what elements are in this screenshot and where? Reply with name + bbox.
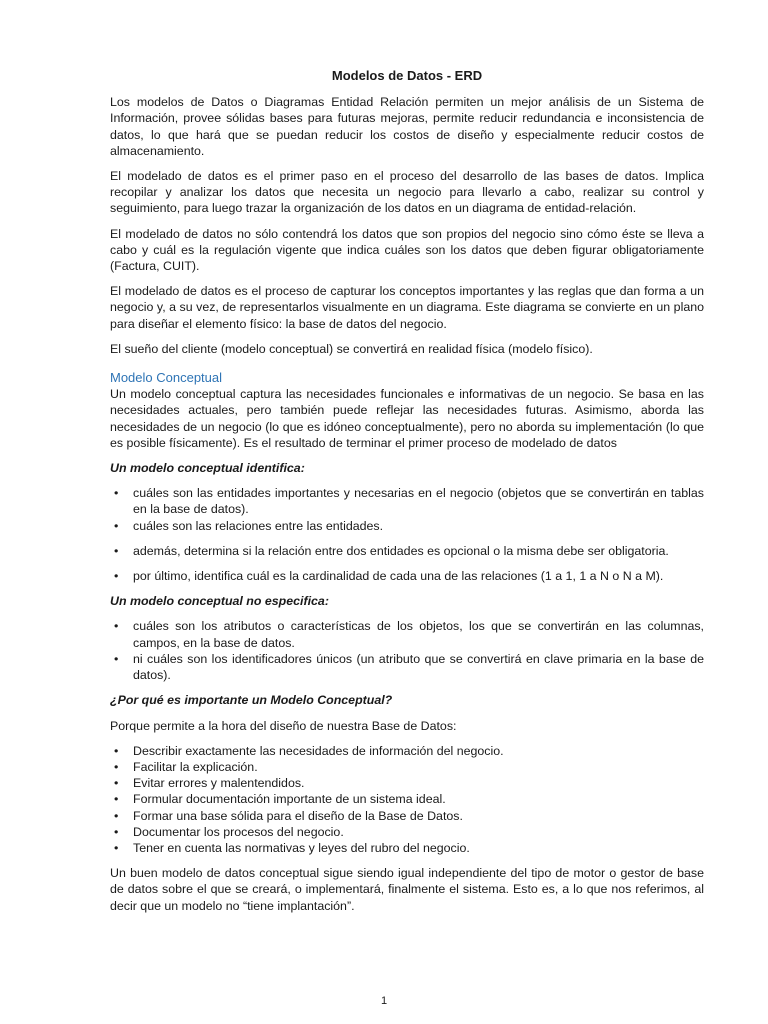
intro-paragraph-2: El modelado de datos es el primer paso en el proceso del desarrollo de las bases de datos. Implica recopilar y analizar los datos que necesita un negocio para llevarlo a cabo, realizar su control y seguimiento, para luego trazar la organización de los datos en un diagrama de entidad-relación. xyxy=(110,169,704,216)
list-item: • cuáles son las entidades importantes y necesarias en el negocio (objetos que se convertirán en tablas en la base de datos). xyxy=(110,485,704,517)
closing-paragraph: Un buen modelo de datos conceptual sigue siendo igual independiente del tipo de motor o gestor de base de datos sobre el que se creará, o implementará, finalmente el sistema. Esto es, a lo que nos referimos, al decir que un modelo no “tiene implantación”. xyxy=(110,866,704,913)
document-title: Modelos de Datos - ERD xyxy=(331,68,483,83)
list-item: • Formar una base sólida para el diseño de la Base de Datos. xyxy=(110,808,704,824)
section-paragraph: Un modelo conceptual captura las necesidades funcionales e informativas de un negocio. Se basa en las necesidades actuales, pero también puede reflejar las necesidades futuras. Asimismo, aborda las necesidades de un negocio (lo que es idóneo conceptualmente), pero no aborda su implementación (lo que es posible físicamente). Es el resultado de terminar el primer proceso de modelado de datos xyxy=(110,387,704,450)
importancia-list xyxy=(110,743,704,856)
list-item: • Describir exactamente las necesidades de información del negocio. xyxy=(110,743,704,759)
no-especifica-heading: Un modelo conceptual no especifica: xyxy=(110,594,329,609)
list-item: • Evitar errores y malentendidos. xyxy=(110,775,704,791)
section-heading-modelo-conceptual: Modelo Conceptual xyxy=(110,370,223,386)
list-item: • además, determina si la relación entre dos entidades es opcional o la misma debe ser obligatoria. xyxy=(110,543,704,559)
document-page xyxy=(110,68,704,923)
list-item: • cuáles son los atributos o características de los objetos, los que se convertirán en las columnas, campos, en la base de datos. xyxy=(110,618,704,650)
intro-paragraph-3: El modelado de datos no sólo contendrá los datos que son propios del negocio sino cómo éste se lleva a cabo y cuál es la regulación vigente que indica cuáles son los datos que deben figurar obligatoriamente (Factura, CUIT). xyxy=(110,226,704,274)
list-item: • cuáles son las relaciones entre las entidades. xyxy=(110,518,704,534)
intro-paragraph-5: El sueño del cliente (modelo conceptual) se convertirá en realidad física (modelo físico). xyxy=(110,341,593,356)
page-number: 1 xyxy=(380,995,388,1007)
list-item: • Facilitar la explicación. xyxy=(110,759,704,775)
importancia-heading: ¿Por qué es importante un Modelo Conceptual? xyxy=(110,693,393,708)
importancia-intro: Porque permite a la hora del diseño de nuestra Base de Datos: xyxy=(110,718,457,733)
identifica-heading: Un modelo conceptual identifica: xyxy=(110,461,305,476)
list-item: • Tener en cuenta las normativas y leyes del rubro del negocio. xyxy=(110,840,704,856)
no-especifica-list xyxy=(110,618,704,683)
list-item: • Formular documentación importante de un sistema ideal. xyxy=(110,791,704,807)
identifica-list xyxy=(110,485,704,584)
list-item: • Documentar los procesos del negocio. xyxy=(110,824,704,840)
intro-paragraph-1: Los modelos de Datos o Diagramas Entidad Relación permiten un mejor análisis de un Sistema de Información, provee sólidas bases para futuras mejoras, permite reducir redundancia e inconsistencia de datos, lo que hará que se puedan reducir los costos de diseño y especialmente reducir costos de almacenamiento. xyxy=(110,95,704,158)
intro-paragraph-4: El modelado de datos es el proceso de capturar los conceptos importantes y las reglas que dan forma a un negocio y, a su vez, de representarlos visualmente en un diagrama. Este diagrama se convierte en un plano para diseñar el elemento físico: la base de datos del negocio. xyxy=(110,284,704,331)
list-item: • por último, identifica cuál es la cardinalidad de cada una de las relaciones (1 a 1, 1 a N o N a M). xyxy=(110,568,704,584)
list-item: • ni cuáles son los identificadores únicos (un atributo que se convertirá en clave primaria en la base de datos). xyxy=(110,651,704,683)
